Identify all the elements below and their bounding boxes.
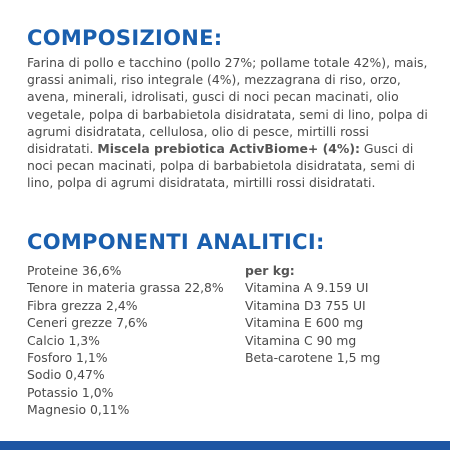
composition-title: COMPOSIZIONE: [27,26,223,50]
analytics-item: Fibra grezza 2,4% [27,297,138,313]
analytics-item: Magnesio 0,11% [27,402,130,418]
analytics-item: Ceneri grezze 7,6% [27,315,148,331]
additive-item: Vitamina C 90 mg [245,332,357,348]
additives-list [245,262,425,366]
additive-item: Vitamina A 9.159 UI [245,280,369,296]
prebiotic-label: Miscela prebiotica ActivBiome+ (4%): [97,141,360,157]
analytics-item: Proteine 36,6% [27,263,122,278]
additive-item: Beta-carotene 1,5 mg [245,350,381,366]
analytics-item: Sodio 0,47% [27,367,105,383]
footer-bar [0,441,450,450]
additive-item: Vitamina E 600 mg [245,315,364,331]
analytics-title: COMPONENTI ANALITICI: [27,230,325,254]
analytics-item: Fosforo 1,1% [27,350,108,366]
analytics-item: Potassio 1,0% [27,384,114,400]
analytics-item: Tenore in materia grassa 22,8% [27,280,224,296]
additive-item: Vitamina D3 755 UI [245,297,366,313]
additives-header: per kg: [245,263,295,278]
composition-text [27,54,439,192]
prebiotic-ingredients: Gusci di noci pecan macinati, polpa di barbabietola disidratata, semi di lino, polpa di agrumi disidratata, mirtilli rossi disidratati. [27,141,416,191]
analytics-list [27,262,237,419]
composition-ingredients: Farina di pollo e tacchino (pollo 27%; pollame totale 42%), mais, grassi animali, riso integrale (4%), mezzagrana di riso, orzo, avena, minerali, idrolisati, gusci di noci pecan macinati, olio vegetale, polpa di barbabietola disidratata, semi di lino, polpa di agrumi disidratata, cellulosa, olio di pesce, mirtilli rossi disidratati. [27,55,428,157]
analytics-item: Calcio 1,3% [27,332,100,348]
